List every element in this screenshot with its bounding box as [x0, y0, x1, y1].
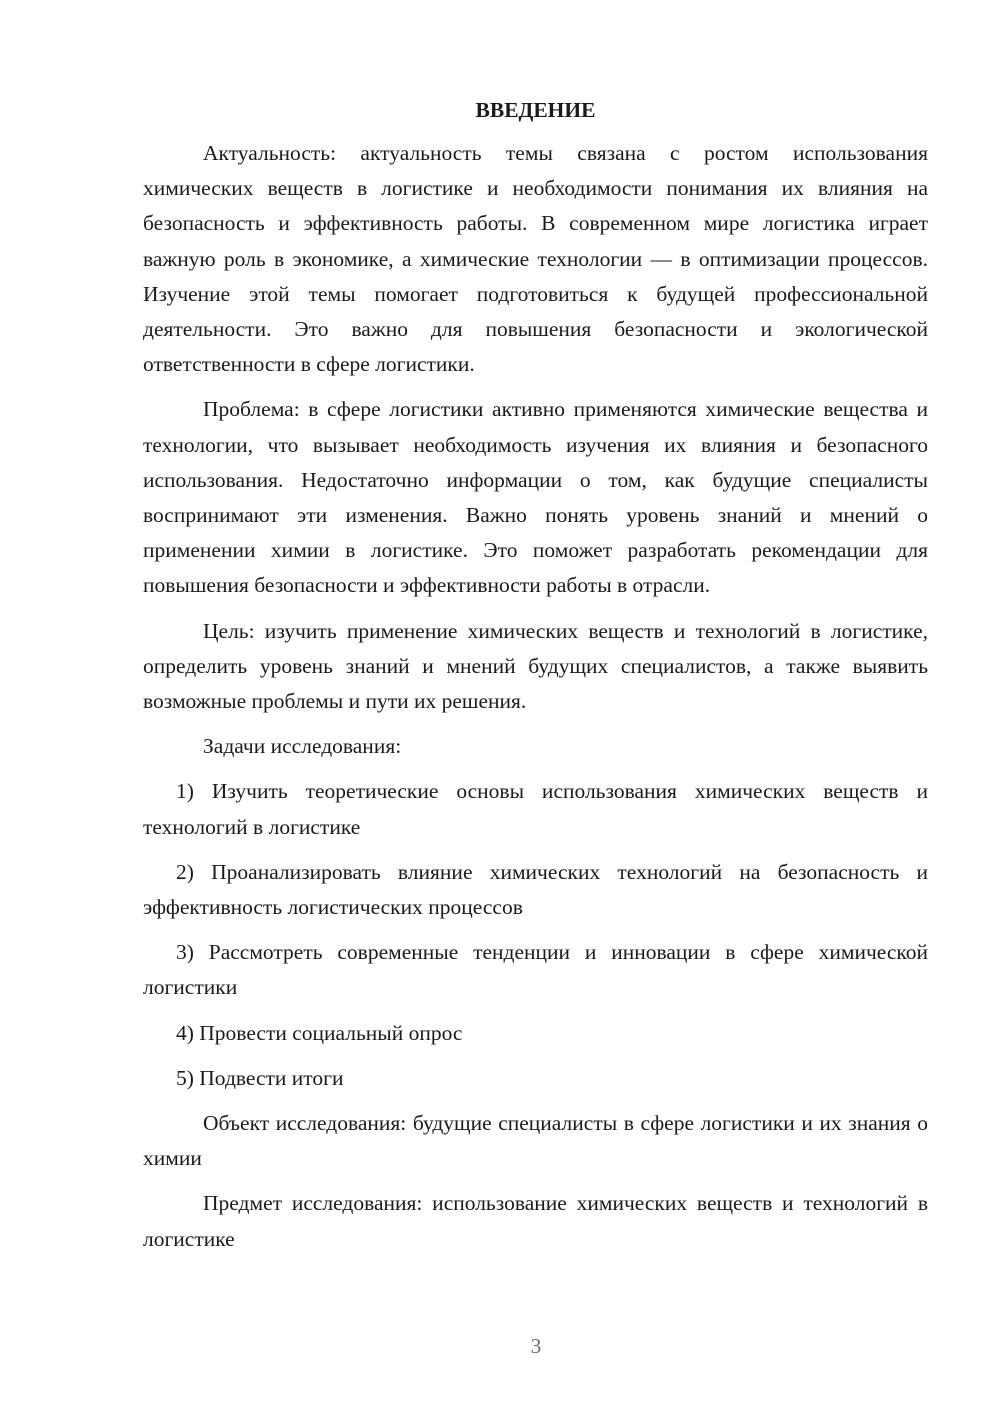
task-item-3: 3) Рассмотреть современные тенденции и инновации в сфере химической логистики — [143, 940, 928, 1000]
task-item-5: 5) Подвести итоги — [176, 1065, 344, 1090]
task-item-1: 1) Изучить теоретические основы использования химических веществ и технологий в логистике — [143, 779, 928, 839]
paragraph-relevance: Актуальность: актуальность темы связана с ростом использования химических веществ в логистике и необходимости понимания их влияния на безопасность и эффективность работы. В современном мире логистика играет важную роль в экономике, а химические технологии — в оптимизации процессов. Изучение этой темы помогает подготовиться к будущей профессиональной деятельности. Это важно для повышения безопасности и экологической ответственности в сфере логистики. — [143, 141, 928, 377]
task-item-2: 2) Проанализировать влияние химических технологий на безопасность и эффективность логистических процессов — [143, 859, 928, 920]
page-title: ВВЕДЕНИЕ — [475, 98, 596, 122]
paragraph-tasks-heading: Задачи исследования: — [203, 734, 402, 759]
page-content — [143, 96, 928, 1267]
paragraph-goal: Цель: изучить применение химических веществ и технологий в логистике, определить уровень знаний и мнений будущих специалистов, а также выявить возможные проблемы и пути их решения. — [143, 618, 928, 714]
paragraph-object: Объект исследования: будущие специалисты в сфере логистики и их знания о химии — [143, 1111, 928, 1171]
page-number: 3 — [530, 1334, 542, 1358]
paragraph-subject: Предмет исследования: использование химических веществ и технологий в логистике — [143, 1191, 928, 1251]
paragraph-problem: Проблема: в сфере логистики активно применяются химические вещества и технологии, что вызывает необходимость изучения их влияния и безопасного использования. Недостаточно информации о том, как будущие специалисты воспринимают эти изменения. Важно понять уровень знаний и мнений о применении химии в логистике. Это поможет разработать рекомендации для повышения безопасности и эффективности работы в отрасли. — [143, 397, 928, 598]
task-item-4: 4) Провести социальный опрос — [176, 1020, 463, 1045]
